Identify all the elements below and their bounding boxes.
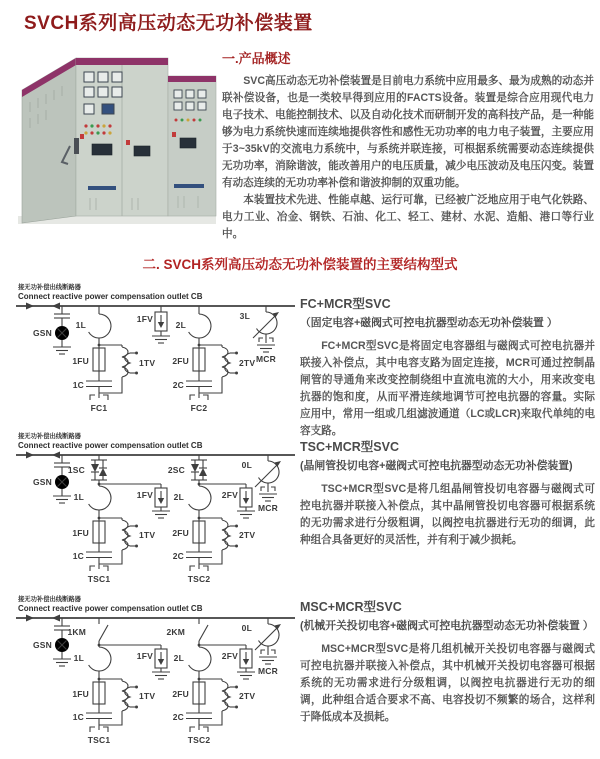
label-1fv: 1FV <box>136 651 153 661</box>
circuit-diagram-tsc-mcr <box>14 430 299 592</box>
fv2-branch <box>222 645 255 679</box>
label-0l: 0L <box>241 460 252 470</box>
label-2km: 2KM <box>166 627 185 637</box>
label-2l: 2L <box>173 653 184 663</box>
diagram1-caption-en: Connect reactive power compensation outlet CB <box>18 292 203 301</box>
label-fc1: FC1 <box>90 403 108 413</box>
label-mcr: MCR <box>256 354 276 364</box>
label-1tv: 1TV <box>139 530 156 540</box>
label-gsn: GSN <box>32 477 52 487</box>
label-1c: 1C <box>72 380 84 390</box>
msc-mcr-block <box>300 597 595 726</box>
mcr-branch <box>242 618 281 676</box>
diagram1-caption-cn: 接无功补偿出线断路器 <box>18 284 81 291</box>
label-0l: 0L <box>241 623 252 633</box>
reactor-icon <box>189 647 211 671</box>
tsc2-branch <box>166 618 255 745</box>
overview-paragraph-2: 本装置技术先进、性能卓越、运行可靠，已经被广泛地应用于电气化铁路、电力工业、冶金、钢铁、石油、化工、轻工、建材、水泥、造船、港口等行业中。 <box>222 194 594 240</box>
page-title: SVCH系列高压动态无功补偿装置 <box>24 13 313 34</box>
block-title: MSC+MCR型SVC <box>300 600 402 614</box>
label-1fv: 1FV <box>136 314 153 324</box>
mcr-branch <box>242 455 281 513</box>
reactor-icon <box>89 647 111 671</box>
label-2c: 2C <box>172 380 184 390</box>
block-body: MSC+MCR型SVC是将几组机械开关投切电容器与磁阀式可控电抗器并联接入补偿点，其中机械开关投切电容器可根据系统的无功需求进行分级粗调，以阀控电抗器进行无功的细调，此种组合适合要求不高、电容投切不频繁的场合，这样利于降低成本及损耗。 <box>300 643 595 723</box>
label-1tv: 1TV <box>139 358 156 368</box>
reactor-icon <box>89 314 111 338</box>
label-1l: 1L <box>75 320 86 330</box>
bus-arrow-icon <box>52 303 60 310</box>
label-2c: 2C <box>172 551 184 561</box>
fv1-branch <box>137 306 170 343</box>
switch-blade-icon <box>99 625 108 641</box>
label-2tv: 2TV <box>239 530 256 540</box>
bus-arrow-icon <box>26 452 34 459</box>
circuit-diagram-fc-mcr <box>14 281 299 431</box>
gsn-branch <box>33 618 71 666</box>
block-subtitle: (晶闸管投切电容+磁阀式可控电抗器型动态无功补偿装置) <box>300 460 573 472</box>
section2-heading: 二. SVCH系列高压动态无功补偿装置的主要结构型式 <box>142 257 458 272</box>
label-tsc1: TSC1 <box>87 735 111 745</box>
gsn-branch <box>33 455 71 503</box>
reactor-icon <box>189 486 211 510</box>
label-2fu: 2FU <box>172 689 189 699</box>
label-fc2: FC2 <box>190 403 208 413</box>
bus-arrow-icon <box>52 615 60 622</box>
label-tsc2: TSC2 <box>187 574 211 584</box>
thyristor-pair-icon <box>91 460 107 480</box>
reactor-icon <box>89 486 111 510</box>
label-2sc: 2SC <box>167 465 185 475</box>
overview-heading: 一.产品概述 <box>222 51 291 66</box>
label-mcr: MCR <box>258 503 278 513</box>
bus-arrow-icon <box>26 615 34 622</box>
label-1l: 1L <box>73 492 84 502</box>
reactor-icon <box>189 314 211 338</box>
fv1-branch <box>137 645 170 679</box>
block-subtitle: (机械开关投切电容+磁阀式可控电抗器型动态无功补偿装置 ） <box>300 620 594 632</box>
label-gsn: GSN <box>32 640 52 650</box>
cabinet-top-band-front <box>76 58 168 65</box>
block-body: TSC+MCR型SVC是将几组晶闸管投切电容器与磁阀式可控电抗器并联接入补偿点，其中晶闸管投切电容器可根据系统的无功需求进行分级粗调，以阀控电抗器进行无功的细调，此种组合具备更好的灵活性，并有利于减少损耗。 <box>300 483 595 546</box>
label-2c: 2C <box>172 712 184 722</box>
label-1km: 1KM <box>67 627 86 637</box>
label-1c: 1C <box>72 551 84 561</box>
label-1fv: 1FV <box>136 490 153 500</box>
product-photo <box>14 46 220 230</box>
label-1l: 1L <box>73 653 84 663</box>
tsc-mcr-block <box>300 437 595 549</box>
label-1fu: 1FU <box>72 689 89 699</box>
label-1tv: 1TV <box>139 691 156 701</box>
label-2l: 2L <box>175 320 186 330</box>
fc-mcr-block <box>300 294 595 440</box>
thyristor-pair-icon <box>191 460 207 480</box>
bus-arrow-icon <box>26 303 34 310</box>
bus-bar <box>16 452 295 459</box>
bus-bar <box>16 615 295 622</box>
label-2fu: 2FU <box>172 528 189 538</box>
block-body: FC+MCR型SVC是将固定电容器组与磁阀式可控电抗器并联接入补偿点，其中电容支路为固定连接，MCR可通过控制晶闸管的导通角来改变控制绕组中直流电流的大小，用来改变电抗器的饱和度，从而平滑连续地调节可控电抗器的容量。实际应用中，常用一组或几组滤波通道（LC或LCR)来取代单纯的电容支路。 <box>300 340 595 437</box>
diagram3-caption-en: Connect reactive power compensation outlet CB <box>18 604 203 613</box>
block-subtitle: （固定电容+磁阀式可控电抗器型动态无功补偿装置 ） <box>300 317 558 329</box>
diagram2-caption-en: Connect reactive power compensation outlet CB <box>18 441 203 450</box>
label-mcr: MCR <box>258 666 278 676</box>
label-1fu: 1FU <box>72 356 89 366</box>
label-2fv: 2FV <box>221 490 238 500</box>
tsc2-branch <box>168 455 255 584</box>
label-gsn: GSN <box>32 328 52 338</box>
fv2-branch <box>222 484 255 518</box>
fv1-branch <box>137 484 170 518</box>
block-title: TSC+MCR型SVC <box>300 440 399 454</box>
label-tsc2: TSC2 <box>187 735 211 745</box>
diagram3-caption-cn: 接无功补偿出线断路器 <box>18 596 81 603</box>
bus-bar <box>16 303 295 310</box>
label-tsc1: TSC1 <box>87 574 111 584</box>
switch-blade-icon <box>199 625 208 641</box>
tsc1-branch <box>67 618 161 745</box>
gsn-branch <box>33 306 71 354</box>
diagram2-caption-cn: 接无功补偿出线断路器 <box>18 433 81 440</box>
bus-arrow-icon <box>52 452 60 459</box>
label-2fv: 2FV <box>221 651 238 661</box>
label-2l: 2L <box>173 492 184 502</box>
label-1sc: 1SC <box>67 465 85 475</box>
overview-section <box>222 48 594 243</box>
door-handle <box>74 138 79 154</box>
label-2tv: 2TV <box>239 358 256 368</box>
block-title: FC+MCR型SVC <box>300 297 391 311</box>
label-1c: 1C <box>72 712 84 722</box>
label-1fu: 1FU <box>72 528 89 538</box>
mcr-branch <box>240 306 279 364</box>
fc2-branch <box>172 306 255 413</box>
label-3l: 3L <box>239 311 250 321</box>
label-2tv: 2TV <box>239 691 256 701</box>
overview-paragraph-1: SVC高压动态无功补偿装置是目前电力系统中应用最多、最为成熟的动态并联补偿设备，也是一类较早得到应用的FACTS设备。装置是综合应用现代电力电子技术、电能控制技术、以及自动化技术而研制开发的高科技产品，是一种能够为电力系统快速而连续地提供容性和感性无功功率的电力电子装置，主要应用于3~35kV的交流电力系统中，与系统并联连接，可根据系统需要动态连续提供无功功率，消除谐波，能改善用户的电压质量，减少电压波动及电压闪变。装置有动态连续的无功功率补偿和谐波抑制的双重功能。 <box>222 75 594 189</box>
cabinet-illustration <box>18 58 216 224</box>
tsc1-branch <box>68 455 161 584</box>
circuit-diagram-msc-mcr <box>14 593 299 753</box>
label-2fu: 2FU <box>172 356 189 366</box>
